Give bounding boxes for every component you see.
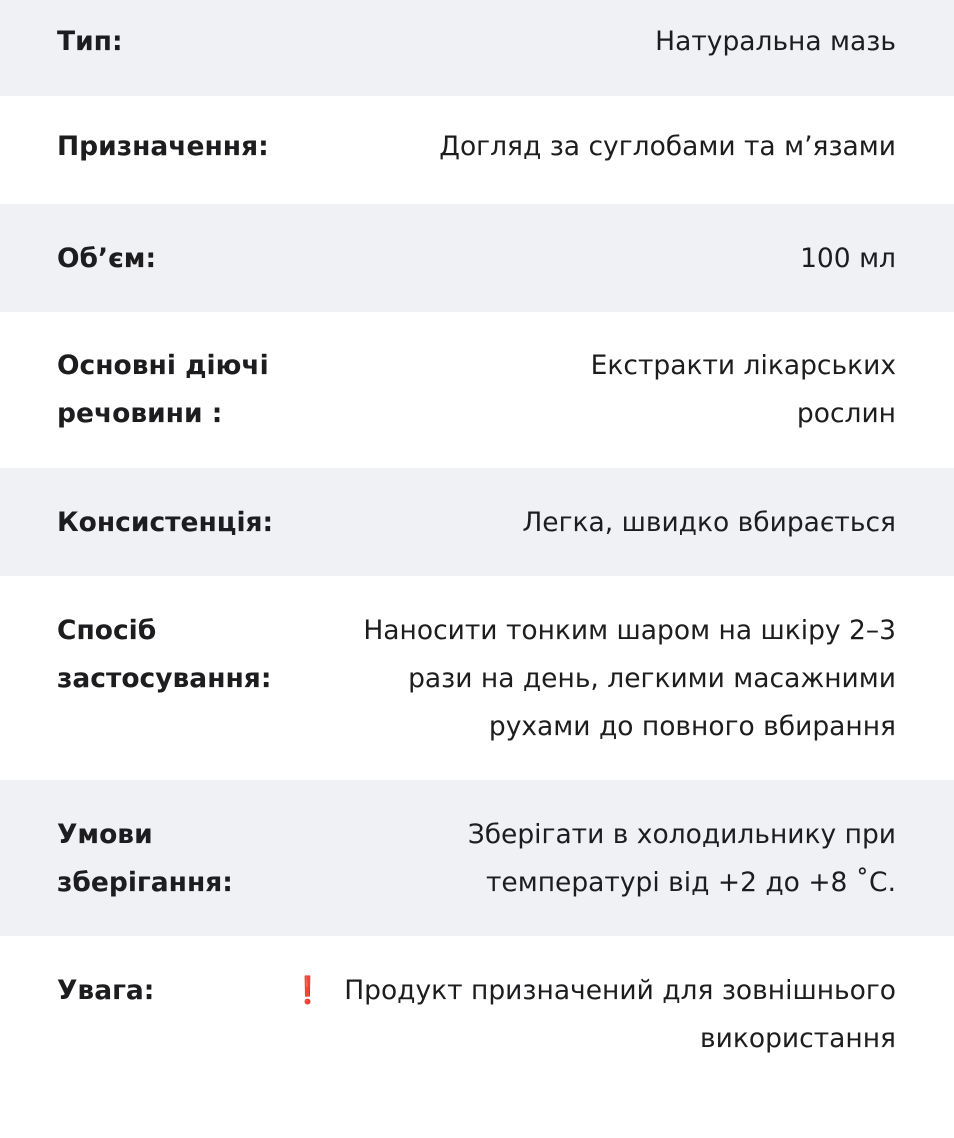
spec-label-storage-line1: Умови: [57, 819, 153, 850]
spec-label-ingredients-line2: речовини :: [57, 398, 223, 429]
spec-label-application: [57, 607, 271, 703]
spec-row-application: [0, 576, 954, 780]
spec-label-purpose: Призначення:: [57, 131, 269, 162]
spec-row-type: [0, 0, 954, 96]
spec-label-application-line1: Спосіб: [57, 615, 157, 646]
spec-value-application-line2: рази на день, легкими масажними: [408, 663, 896, 694]
exclamation-icon: ❗: [291, 975, 325, 1006]
spec-value-type: Натуральна мазь: [655, 26, 896, 57]
spec-value-ingredients: [591, 342, 896, 438]
spec-row-ingredients: [0, 312, 954, 468]
spec-label-consistency: Консистенція:: [57, 507, 274, 538]
spec-value-consistency: Легка, швидко вбирається: [522, 507, 896, 538]
spec-value-ingredients-line1: Екстракти лікарських: [590, 350, 896, 381]
spec-label-application-line2: застосування:: [57, 663, 272, 694]
spec-label-storage-line2: зберігання:: [57, 867, 233, 898]
spec-label-volume: Об’єм:: [57, 243, 157, 274]
spec-label-ingredients: [57, 342, 269, 438]
spec-value-storage-line2: температурі від +2 до +8 ˚С.: [486, 867, 896, 898]
spec-value-purpose: Догляд за суглобами та м’язами: [439, 131, 896, 162]
spec-row-storage: [0, 780, 954, 936]
spec-label-warning: Увага:: [57, 975, 155, 1006]
spec-row-consistency: [0, 468, 954, 576]
spec-value-warning: [291, 967, 896, 1063]
spec-row-warning: [0, 936, 954, 1076]
spec-label-type: Тип:: [57, 26, 123, 57]
spec-value-warning-text: Продукт призначений для зовнішнього: [344, 975, 896, 1006]
spec-value-application: [363, 607, 896, 751]
spec-value-storage: [468, 811, 896, 907]
spec-value-storage-line1: Зберігати в холодильнику при: [467, 819, 896, 850]
spec-value-volume: 100 мл: [800, 243, 896, 274]
spec-value-application-line1: Наносити тонким шаром на шкіру 2–3: [363, 615, 896, 646]
spec-row-volume: [0, 204, 954, 312]
spec-value-warning-line2: використання: [700, 1023, 896, 1054]
spec-value-application-line3: рухами до повного вбирання: [488, 711, 896, 742]
spec-value-warning-line1: [291, 967, 896, 1015]
spec-label-ingredients-line1: Основні діючі: [57, 350, 269, 381]
spec-value-ingredients-line2: рослин: [796, 398, 896, 429]
spec-row-purpose: [0, 96, 954, 204]
spec-label-storage: [57, 811, 233, 907]
